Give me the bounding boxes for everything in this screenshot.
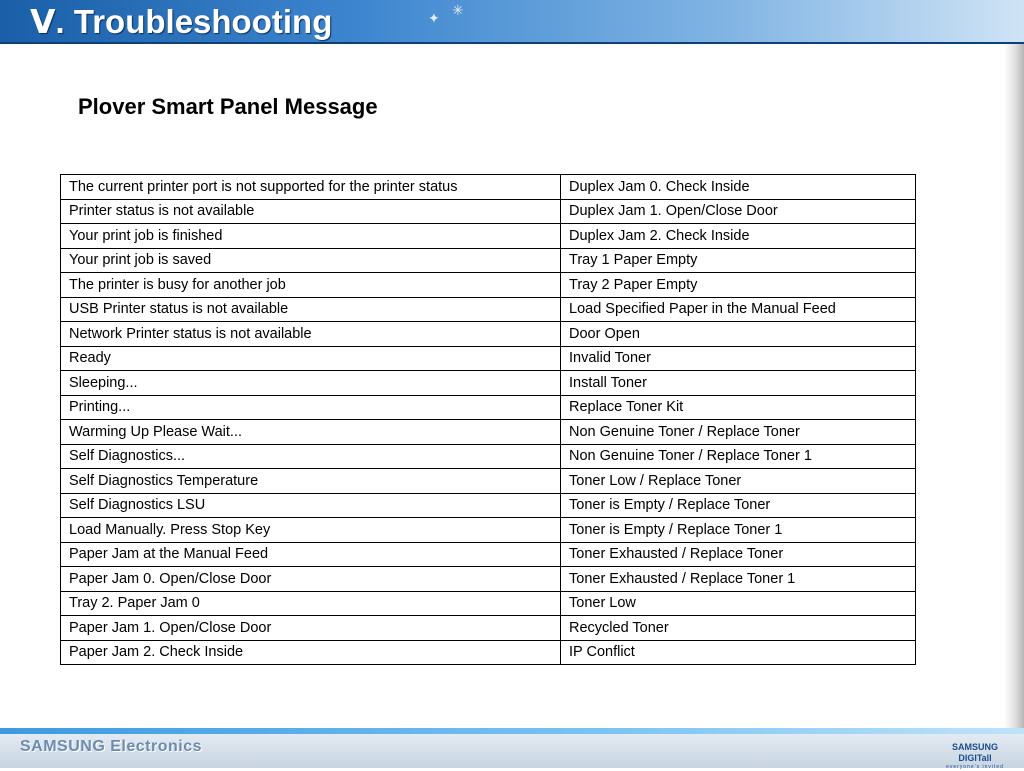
table-row (61, 297, 916, 322)
sparkle-icon: ✦ (428, 10, 440, 26)
status-message-cell: Printer status is not available (61, 199, 561, 224)
table-row (61, 493, 916, 518)
error-message-cell: Toner is Empty / Replace Toner 1 (561, 518, 916, 543)
status-message-cell: Your print job is finished (61, 224, 561, 249)
status-message-cell: Self Diagnostics Temperature (61, 469, 561, 494)
error-message-cell: Load Specified Paper in the Manual Feed (561, 297, 916, 322)
table-row (61, 469, 916, 494)
status-message-cell: Paper Jam 2. Check Inside (61, 640, 561, 665)
error-message-cell: Non Genuine Toner / Replace Toner 1 (561, 444, 916, 469)
page-title: Ⅴ. Troubleshooting (30, 3, 333, 40)
table-row (61, 248, 916, 273)
error-message-cell: IP Conflict (561, 640, 916, 665)
error-message-cell: Recycled Toner (561, 616, 916, 641)
status-message-cell: Self Diagnostics... (61, 444, 561, 469)
status-message-cell: USB Printer status is not available (61, 297, 561, 322)
table-row (61, 371, 916, 396)
status-message-cell: Tray 2. Paper Jam 0 (61, 591, 561, 616)
status-message-cell: Printing... (61, 395, 561, 420)
logo-main-text: SAMSUNG DIGITall (951, 742, 998, 763)
table-row (61, 395, 916, 420)
status-message-cell: Sleeping... (61, 371, 561, 396)
status-message-cell: Paper Jam 1. Open/Close Door (61, 616, 561, 641)
table-row (61, 224, 916, 249)
footer-brand: SAMSUNG Electronics (20, 738, 202, 755)
error-message-cell: Duplex Jam 1. Open/Close Door (561, 199, 916, 224)
message-table-body (61, 175, 916, 665)
error-message-cell: Toner Exhausted / Replace Toner (561, 542, 916, 567)
table-row (61, 346, 916, 371)
table-row (61, 567, 916, 592)
status-message-cell: The current printer port is not supported for the printer status (61, 175, 561, 200)
message-table (60, 174, 916, 665)
error-message-cell: Install Toner (561, 371, 916, 396)
status-message-cell: The printer is busy for another job (61, 273, 561, 298)
page-edge-shadow (1004, 44, 1024, 728)
samsung-digitall-logo (936, 742, 1014, 770)
table-row (61, 518, 916, 543)
table-row (61, 273, 916, 298)
table-row (61, 640, 916, 665)
status-message-cell: Network Printer status is not available (61, 322, 561, 347)
status-message-cell: Your print job is saved (61, 248, 561, 273)
sparkle-icon: ✳ (452, 2, 464, 18)
error-message-cell: Non Genuine Toner / Replace Toner (561, 420, 916, 445)
error-message-cell: Duplex Jam 2. Check Inside (561, 224, 916, 249)
footer-stripe (0, 728, 1024, 734)
status-message-cell: Ready (61, 346, 561, 371)
table-row (61, 199, 916, 224)
logo-tagline: everyone's invited (946, 764, 1004, 770)
header-bar (0, 0, 1024, 44)
status-message-cell: Self Diagnostics LSU (61, 493, 561, 518)
error-message-cell: Duplex Jam 0. Check Inside (561, 175, 916, 200)
table-row (61, 322, 916, 347)
error-message-cell: Tray 2 Paper Empty (561, 273, 916, 298)
table-row (61, 420, 916, 445)
table-row (61, 175, 916, 200)
error-message-cell: Replace Toner Kit (561, 395, 916, 420)
error-message-cell: Toner Exhausted / Replace Toner 1 (561, 567, 916, 592)
status-message-cell: Paper Jam at the Manual Feed (61, 542, 561, 567)
table-row (61, 616, 916, 641)
error-message-cell: Tray 1 Paper Empty (561, 248, 916, 273)
error-message-cell: Toner Low (561, 591, 916, 616)
status-message-cell: Load Manually. Press Stop Key (61, 518, 561, 543)
error-message-cell: Invalid Toner (561, 346, 916, 371)
table-row (61, 542, 916, 567)
table-row (61, 591, 916, 616)
error-message-cell: Toner Low / Replace Toner (561, 469, 916, 494)
error-message-cell: Toner is Empty / Replace Toner (561, 493, 916, 518)
section-title: Plover Smart Panel Message (78, 94, 378, 119)
status-message-cell: Paper Jam 0. Open/Close Door (61, 567, 561, 592)
status-message-cell: Warming Up Please Wait... (61, 420, 561, 445)
table-row (61, 444, 916, 469)
error-message-cell: Door Open (561, 322, 916, 347)
